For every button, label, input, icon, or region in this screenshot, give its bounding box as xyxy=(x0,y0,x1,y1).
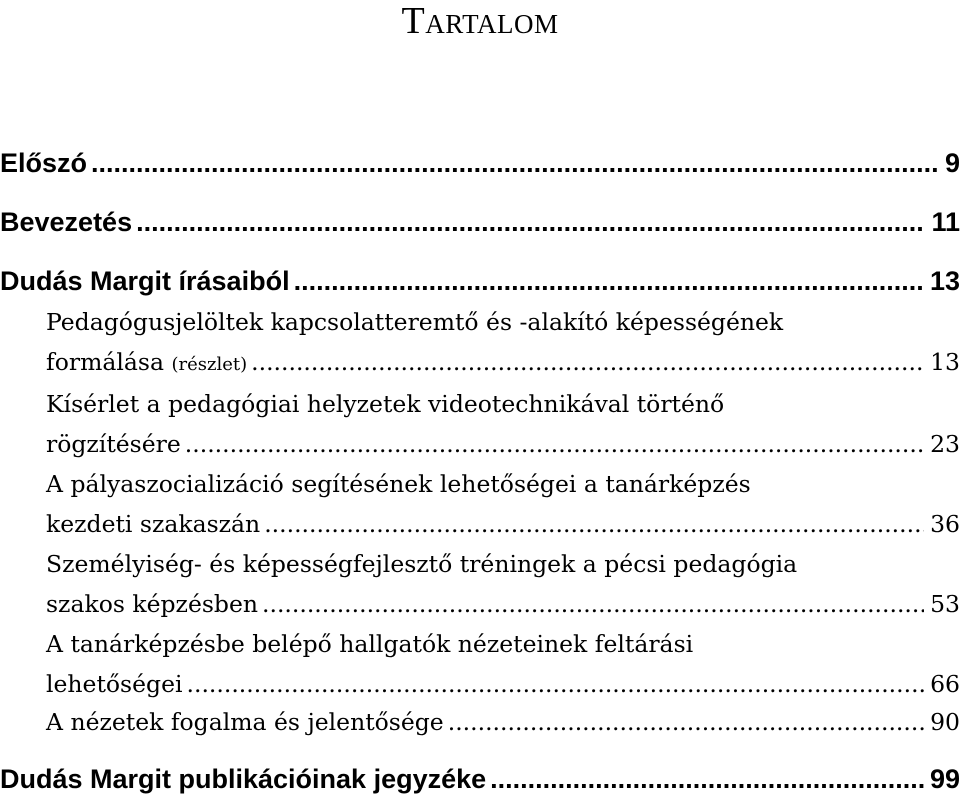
toc-leader-dots xyxy=(490,762,924,796)
toc-entry-line1[interactable] xyxy=(0,625,960,663)
toc-page-number: 23 xyxy=(930,430,960,458)
toc-entry-title: A tanárképzésbe belépő hallgatók nézeteinek feltárási xyxy=(46,630,694,658)
toc-entry-title-cont xyxy=(46,343,247,384)
toc-page-number: 13 xyxy=(929,266,960,296)
toc-entry-line2[interactable] xyxy=(0,585,960,623)
toc-entry-line2[interactable] xyxy=(0,343,960,381)
toc-entry-line1[interactable] xyxy=(0,465,960,503)
toc-entry-eloszo[interactable] xyxy=(0,146,960,180)
toc-entry-title: Pedagógusjelöltek kapcsolatteremtő és -alakító képességének xyxy=(46,308,784,336)
toc-entry-title-cont: kezdeti szakaszán xyxy=(46,510,261,538)
toc-entry-dudas-margit-irasaibol[interactable] xyxy=(0,264,960,298)
toc-leader-dots xyxy=(91,146,939,180)
toc-page-number: 13 xyxy=(930,348,960,376)
toc-leader-dots xyxy=(187,665,925,703)
toc-entry-line2[interactable] xyxy=(0,425,960,463)
toc-entry-title-cont: lehetőségei xyxy=(46,670,183,698)
toc-leader-dots xyxy=(185,425,924,463)
toc-entry-line1[interactable] xyxy=(0,545,960,583)
page-title: Tartalom xyxy=(401,0,559,42)
toc-leader-dots xyxy=(136,205,925,239)
toc-entry-note: (részlet) xyxy=(171,354,248,375)
toc-page-number: 9 xyxy=(944,148,960,178)
toc-leader-dots xyxy=(251,343,924,381)
toc-page-number: 53 xyxy=(930,590,960,618)
toc-entry-title: A nézetek fogalma és jelentősége xyxy=(46,708,444,736)
toc-entry-line1[interactable] xyxy=(0,303,960,341)
toc-entry-nezetek[interactable] xyxy=(0,703,960,741)
toc-entry-publikaciok[interactable] xyxy=(0,762,960,796)
toc-entry-title: Személyiség- és képességfejlesztő tréningek a pécsi pedagógia xyxy=(46,550,798,578)
toc-leader-dots xyxy=(264,505,924,543)
toc-page-number: 66 xyxy=(930,670,960,698)
toc-leader-dots xyxy=(262,585,924,623)
toc-entry-title-text: formálása xyxy=(46,348,164,376)
toc-page-number: 11 xyxy=(931,207,960,237)
toc-page-number: 90 xyxy=(930,708,960,736)
toc-leader-dots xyxy=(294,264,924,298)
toc-entry-title-cont: szakos képzésben xyxy=(46,590,258,618)
toc-entry-title: Előszó xyxy=(0,148,88,178)
toc-page-number: 99 xyxy=(929,764,960,794)
toc-page-number: 36 xyxy=(930,510,960,538)
toc-entry-title: Dudás Margit publikációinak jegyzéke xyxy=(0,764,487,794)
toc-entry-line1[interactable] xyxy=(0,385,960,423)
toc-entry-title: Kísérlet a pedagógiai helyzetek videotechnikával történő xyxy=(46,390,725,418)
toc-entry-bevezetes[interactable] xyxy=(0,205,960,239)
toc-entry-line2[interactable] xyxy=(0,505,960,543)
toc-entry-title: A pályaszocializáció segítésének lehetőségei a tanárképzés xyxy=(46,470,751,498)
toc-entry-title: Bevezetés xyxy=(0,207,133,237)
toc-entry-title: Dudás Margit írásaiból xyxy=(0,266,290,296)
toc-entry-line2[interactable] xyxy=(0,665,960,703)
toc-leader-dots xyxy=(448,703,924,741)
toc-entry-title-cont: rögzítésére xyxy=(46,430,181,458)
